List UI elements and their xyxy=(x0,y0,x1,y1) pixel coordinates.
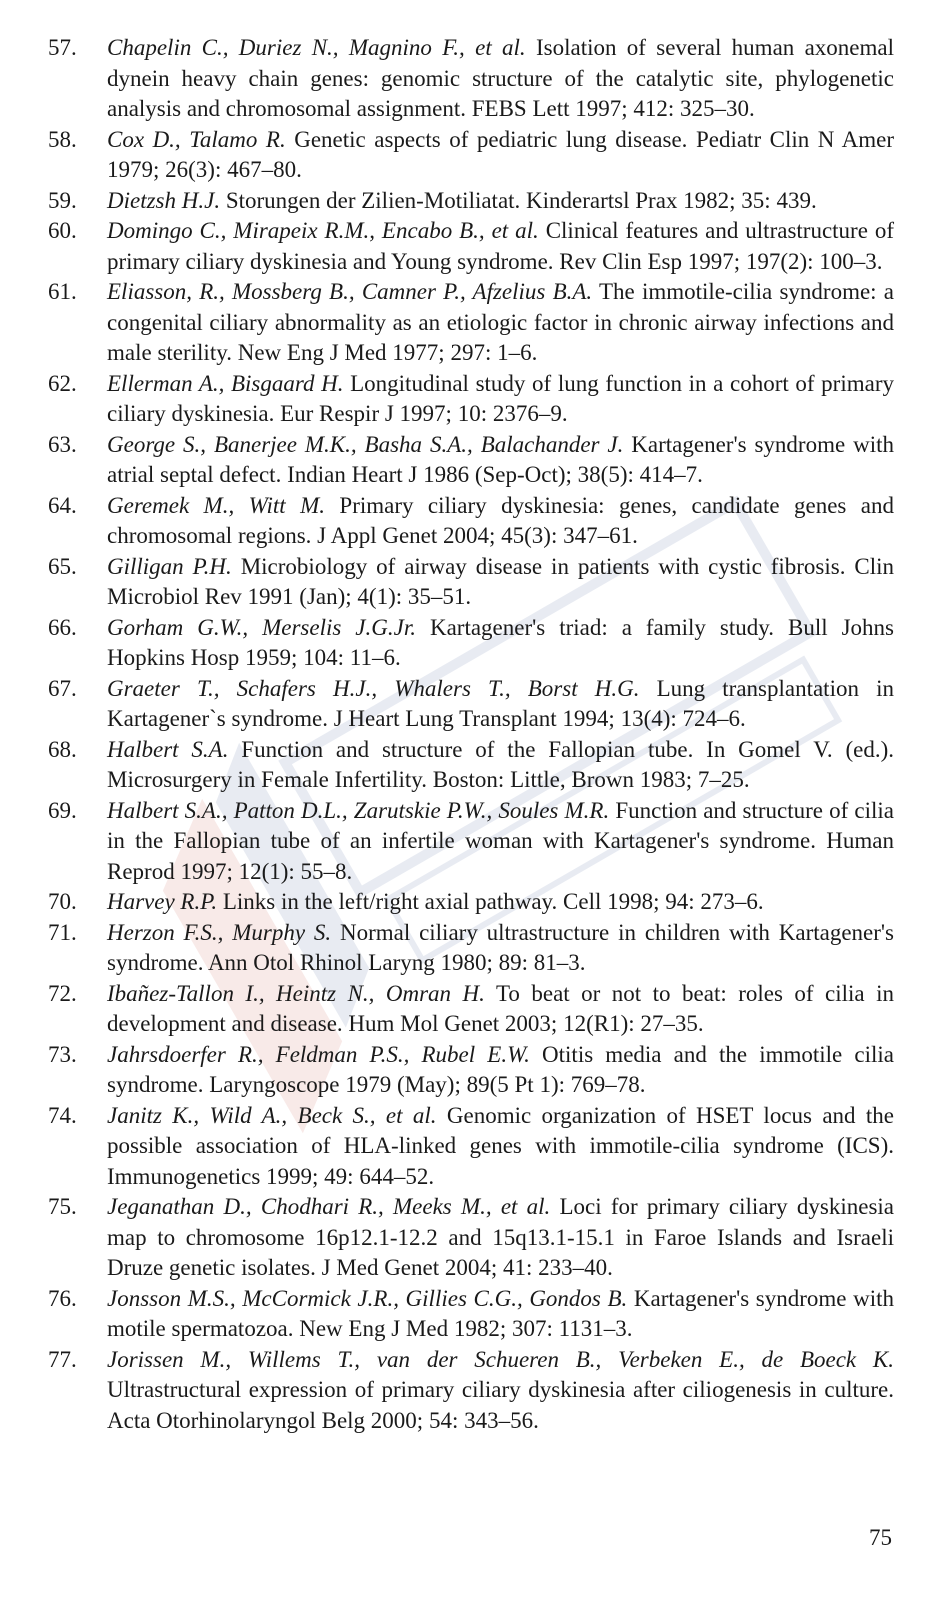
reference-text: Longitudinal study of lung function in a cohort of primary ciliary dyskinesia. Eur Respir J 1997; 10: 2376–9. xyxy=(107,370,894,426)
reference-number: 65. xyxy=(48,553,77,579)
reference-item xyxy=(48,674,894,735)
reference-number: 57. xyxy=(48,35,77,60)
reference-item xyxy=(48,216,894,277)
reference-text: Primary ciliary dyskinesia: genes, candidate genes and chromosomal regions. J Appl Genet 2004; 45(3): 347–61. xyxy=(107,492,894,548)
reference-number: 71. xyxy=(48,919,77,945)
reference-text: Otitis media and the immotile cilia syndrome. Laryngoscope 1979 (May); 89(5 Pt 1): 769–78. xyxy=(107,1041,894,1097)
reference-item xyxy=(48,277,894,369)
reference-item xyxy=(48,1284,894,1345)
reference-authors: Cox D., Talamo R. xyxy=(107,126,286,152)
reference-number: 58. xyxy=(48,126,77,152)
reference-text: Normal ciliary ultrastructure in children with Kartagener's syndrome. Ann Otol Rhinol Laryng 1980; 89: 81–3. xyxy=(107,919,894,975)
reference-authors: Halbert S.A. xyxy=(107,736,229,762)
reference-authors: Graeter T., Schafers H.J., Whalers T., Borst H.G. xyxy=(107,675,640,701)
reference-authors: Halbert S.A., Patton D.L., Zarutskie P.W., Soules M.R. xyxy=(107,797,610,823)
reference-number: 76. xyxy=(48,1285,77,1311)
reference-authors: Harvey R.P. xyxy=(107,889,218,914)
reference-item xyxy=(48,430,894,491)
reference-item xyxy=(48,491,894,552)
reference-number: 68. xyxy=(48,736,77,762)
reference-number: 63. xyxy=(48,431,77,457)
reference-item xyxy=(48,125,894,186)
reference-item xyxy=(48,613,894,674)
reference-item xyxy=(48,1192,894,1284)
reference-authors: Domingo C., Mirapeix R.M., Encabo B., et al. xyxy=(107,218,539,243)
references-list xyxy=(48,33,894,1436)
reference-text: Microbiology of airway disease in patients with cystic fibrosis. Clin Microbiol Rev 1991 (Jan); 4(1): 35–51. xyxy=(107,553,894,609)
reference-text: To beat or not to beat: roles of cilia in development and disease. Hum Mol Genet 2003; 12(R1): 27–35. xyxy=(107,980,894,1036)
reference-number: 62. xyxy=(48,370,77,396)
reference-text: Genomic organization of HSET locus and the possible association of HLA-linked genes with immotile-cilia syndrome (ICS). Immunogenetics 1999; 49: 644–52. xyxy=(107,1102,895,1189)
reference-number: 70. xyxy=(48,889,77,914)
reference-authors: Eliasson, R., Mossberg B., Camner P., Afzelius B.A. xyxy=(107,279,593,304)
reference-authors: Geremek M., Witt M. xyxy=(107,492,325,518)
reference-item xyxy=(48,369,894,430)
reference-text: Function and structure of cilia in the Fallopian tube of an infertile woman with Kartagener's syndrome. Human Reprod 1997; 12(1): 55–8. xyxy=(107,797,894,884)
reference-item xyxy=(48,552,894,613)
reference-text: Kartagener's syndrome with atrial septal defect. Indian Heart J 1986 (Sep-Oct); 38(5): 414–7. xyxy=(107,431,894,487)
reference-text: Genetic aspects of pediatric lung disease. Pediatr Clin N Amer 1979; 26(3): 467–80. xyxy=(107,126,894,182)
reference-item xyxy=(48,735,894,796)
reference-authors: Jonsson M.S., McCormick J.R., Gillies C.G., Gondos B. xyxy=(107,1285,628,1311)
reference-text: The immotile-cilia syndrome: a congenital ciliary abnormality as an etiologic factor in chronic airway infections and male sterility. New Eng J Med 1977; 297: 1–6. xyxy=(107,279,895,365)
reference-item xyxy=(48,979,894,1040)
reference-number: 74. xyxy=(48,1102,77,1128)
reference-text: Isolation of several human axonemal dynein heavy chain genes: genomic structure of the catalytic site, phylogenetic analysis and chromosomal assignment. FEBS Lett 1997; 412: 325–30. xyxy=(107,35,894,121)
reference-item xyxy=(48,186,894,217)
reference-authors: Jahrsdoerfer R., Feldman P.S., Rubel E.W. xyxy=(107,1041,530,1067)
reference-number: 64. xyxy=(48,492,77,518)
reference-number: 72. xyxy=(48,980,77,1006)
reference-authors: Janitz K., Wild A., Beck S., et al. xyxy=(107,1102,437,1128)
reference-authors: Jorissen M., Willems T., van der Schueren B., Verbeken E., de Boeck K. xyxy=(107,1346,894,1372)
reference-authors: Gorham G.W., Merselis J.G.Jr. xyxy=(107,614,416,640)
reference-authors: Ellerman A., Bisgaard H. xyxy=(107,370,344,396)
reference-authors: Dietzsh H.J. xyxy=(107,187,221,213)
reference-authors: George S., Banerjee M.K., Basha S.A., Balachander J. xyxy=(107,431,624,457)
reference-number: 66. xyxy=(48,614,77,640)
reference-number: 73. xyxy=(48,1041,77,1067)
reference-number: 59. xyxy=(48,187,77,213)
reference-authors: Gilligan P.H. xyxy=(107,553,232,579)
reference-authors: Chapelin C., Duriez N., Magnino F., et al. xyxy=(107,35,526,60)
reference-text: Links in the left/right axial pathway. Cell 1998; 94: 273–6. xyxy=(217,889,764,914)
reference-number: 67. xyxy=(48,675,77,701)
reference-text: Ultrastructural expression of primary ciliary dyskinesia after ciliogenesis in culture. Acta Otorhinolaryngol Belg 2000; 54: 343–56. xyxy=(107,1377,894,1433)
reference-authors: Ibañez-Tallon I., Heintz N., Omran H. xyxy=(107,980,485,1006)
reference-item xyxy=(48,1345,894,1437)
reference-text: Clinical features and ultrastructure of primary ciliary dyskinesia and Young syndrome. Rev Clin Esp 1997; 197(2): 100–3. xyxy=(107,218,894,274)
reference-number: 61. xyxy=(48,279,77,304)
reference-text: Loci for primary ciliary dyskinesia map to chromosome 16p12.1-12.2 and 15q13.1-15.1 in Faroe Islands and Israeli Druze genetic isolates. J Med Genet 2004; 41: 233–40. xyxy=(107,1194,894,1280)
reference-item xyxy=(48,918,894,979)
reference-authors: Jeganathan D., Chodhari R., Meeks M., et al. xyxy=(107,1194,551,1219)
reference-text: Lung transplantation in Kartagener`s syndrome. J Heart Lung Transplant 1994; 13(4): 724–6. xyxy=(107,675,894,731)
reference-item xyxy=(48,1040,894,1101)
reference-item xyxy=(48,33,894,125)
reference-number: 77. xyxy=(48,1346,77,1372)
reference-text: Function and structure of the Fallopian tube. In Gomel V. (ed.). Microsurgery in Female Infertility. Boston: Little, Brown 1983; 7–25. xyxy=(107,736,894,792)
reference-number: 60. xyxy=(48,218,77,243)
reference-text: Kartagener's syndrome with motile spermatozoa. New Eng J Med 1982; 307: 1131–3. xyxy=(107,1285,894,1341)
reference-authors: Herzon F.S., Murphy S. xyxy=(107,919,332,945)
reference-number: 75. xyxy=(48,1194,77,1219)
reference-item xyxy=(48,796,894,888)
reference-text: Kartagener's triad: a family study. Bull Johns Hopkins Hosp 1959; 104: 11–6. xyxy=(107,614,894,670)
reference-text: Storungen der Zilien-Motiliatat. Kinderartsl Prax 1982; 35: 439. xyxy=(220,187,817,213)
reference-item xyxy=(48,1101,894,1193)
reference-item xyxy=(48,887,894,918)
reference-number: 69. xyxy=(48,797,77,823)
page-number: 75 xyxy=(869,1525,892,1550)
